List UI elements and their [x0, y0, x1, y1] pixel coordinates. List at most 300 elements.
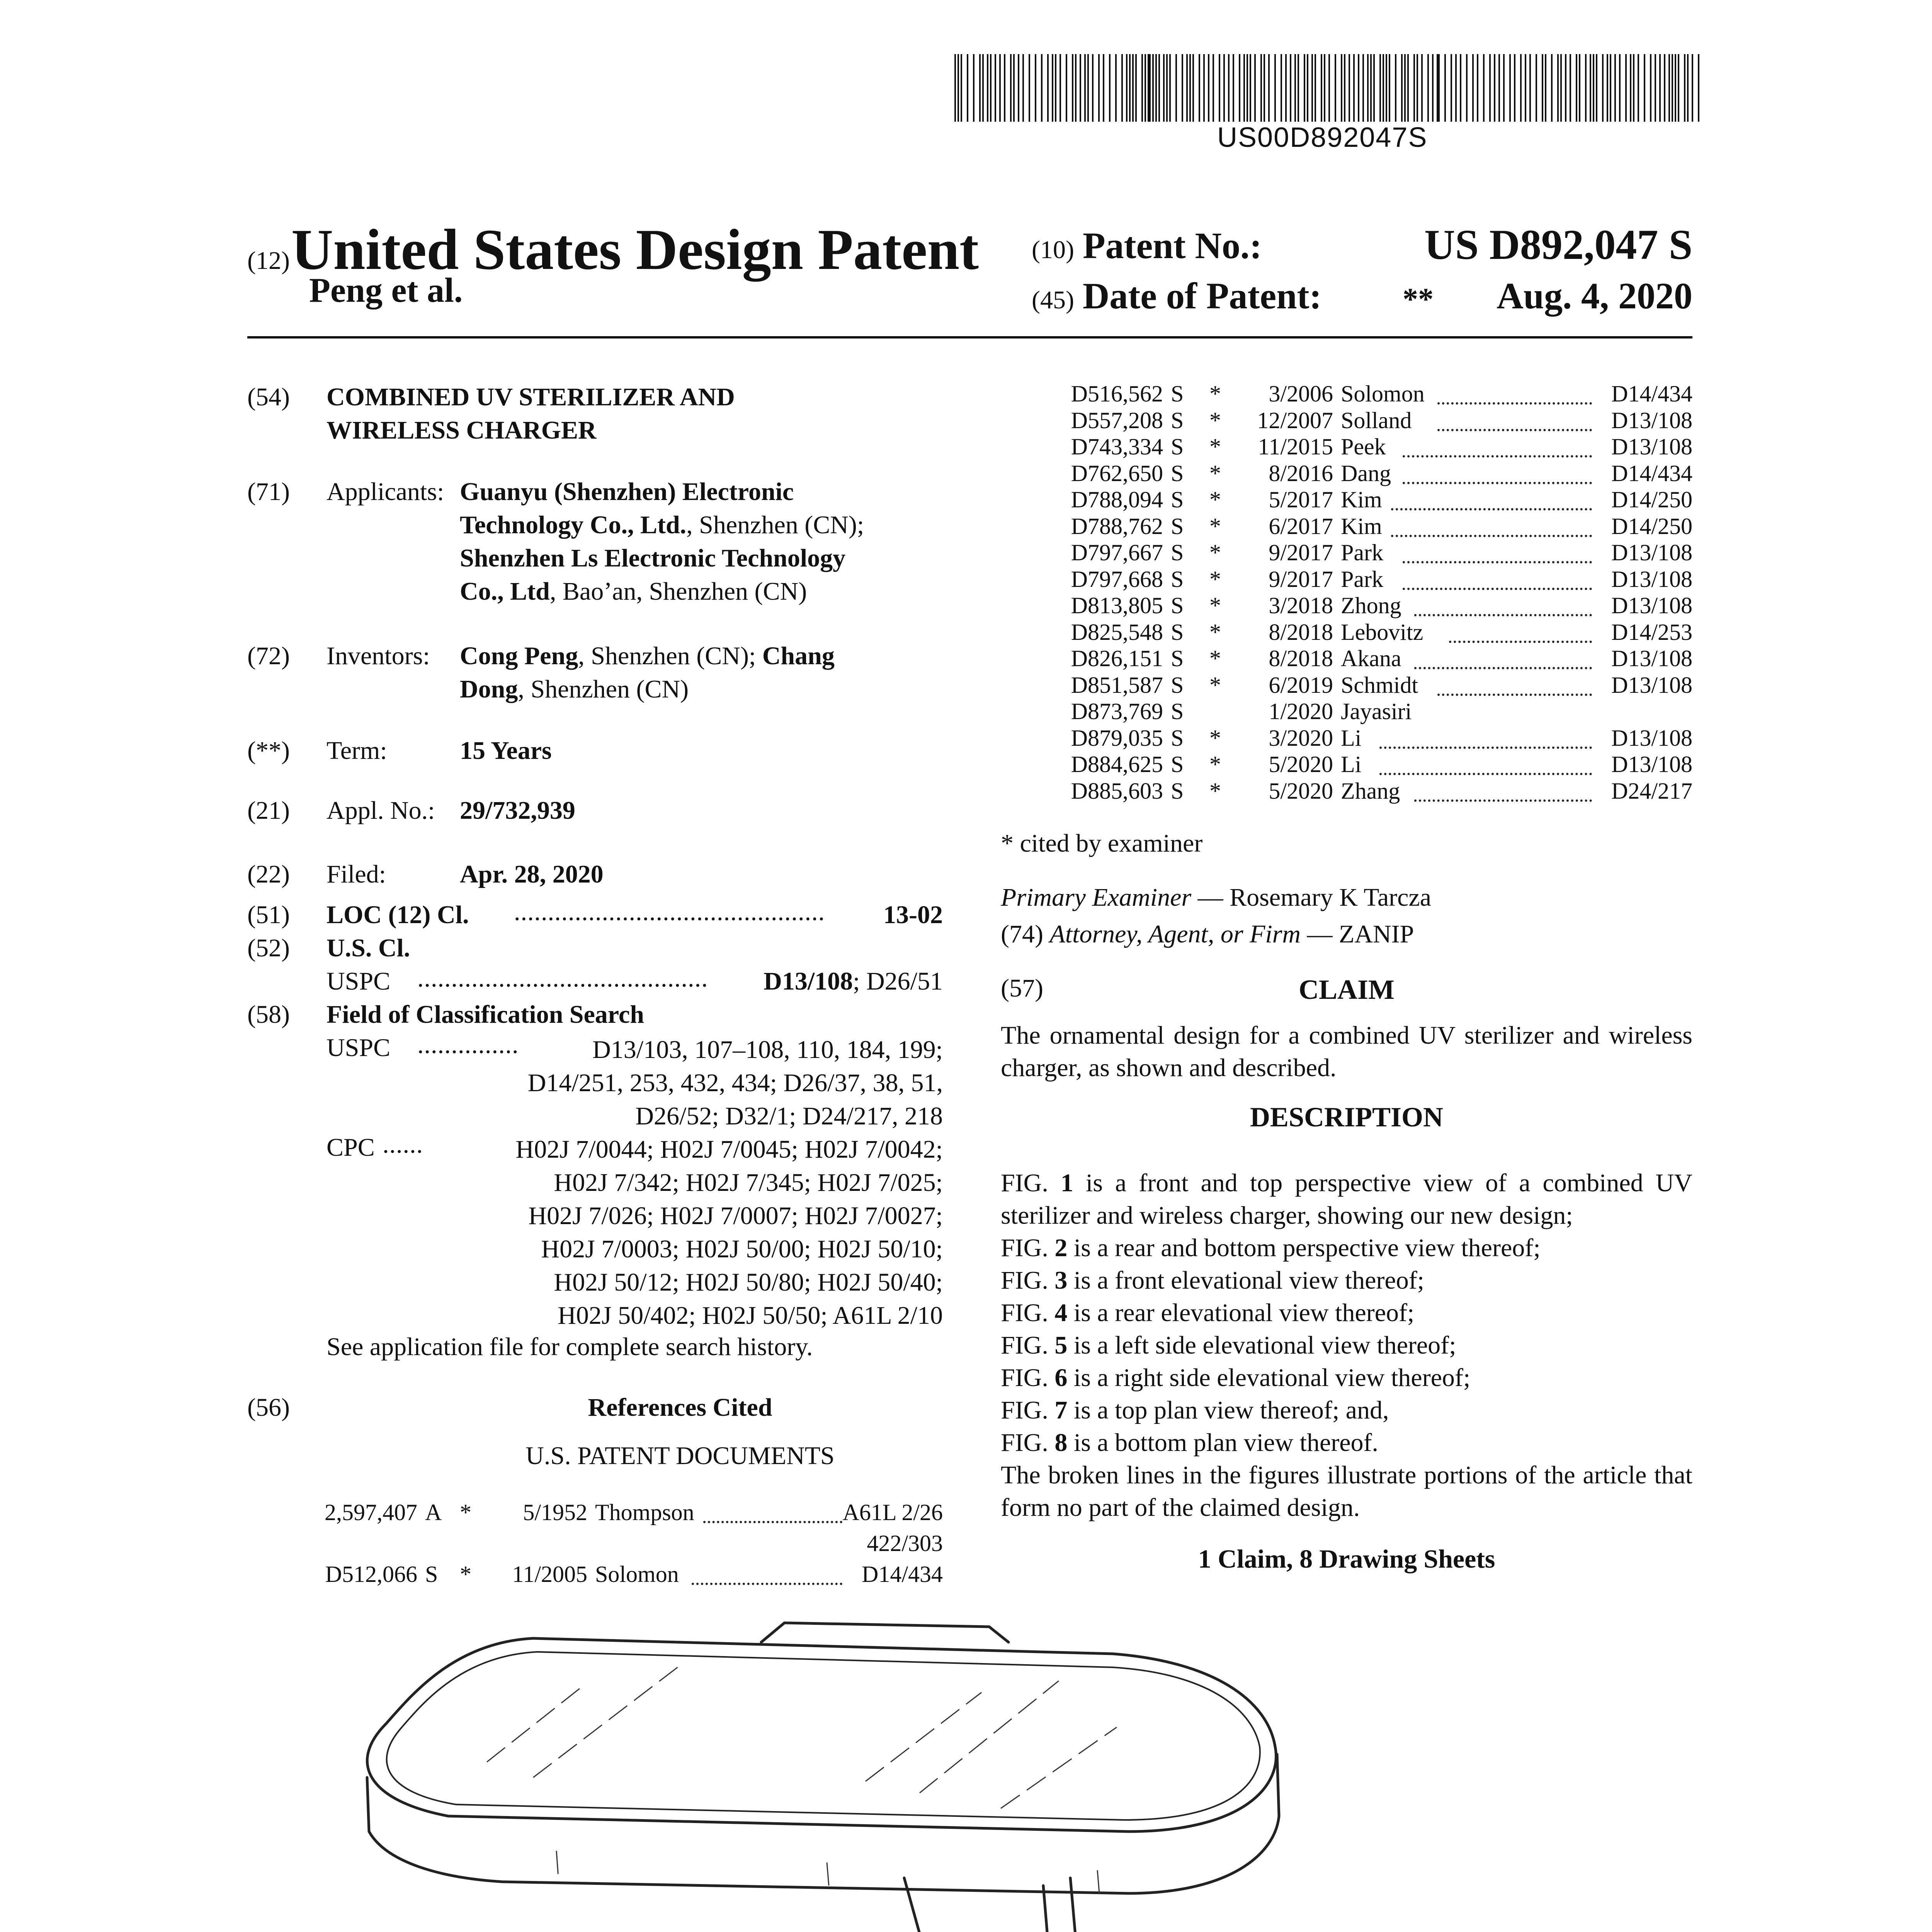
ref-class: D13/108: [1611, 593, 1692, 618]
ref-leader-dots: [1437, 402, 1592, 405]
primary-examiner-name: Rosemary K Tarcza: [1230, 883, 1432, 912]
barcode-bar: [1141, 54, 1143, 122]
fig-prefix: FIG.: [1001, 1234, 1055, 1262]
barcode-bar: [1260, 54, 1262, 122]
ref-class: D14/434: [1611, 460, 1692, 486]
field-search-label: Field of Classification Search: [327, 1000, 644, 1029]
fig-number: 6: [1054, 1364, 1068, 1392]
ref-number: D788,094: [1071, 487, 1163, 512]
ref-inventor: Kim: [1341, 487, 1382, 512]
applicant-1-location: , Shenzhen (CN);: [686, 511, 864, 539]
field-search-uspc-lines: [528, 1033, 943, 1133]
barcode-bar: [1477, 54, 1478, 122]
barcode-bar: [1509, 54, 1511, 122]
barcode-bar: [1576, 54, 1577, 122]
barcode-bar: [1268, 54, 1270, 122]
ref-star: *: [1209, 593, 1221, 618]
us-cl-label: U.S. Cl.: [327, 934, 410, 962]
fig-description-6: [1001, 1362, 1692, 1394]
barcode-bar: [1614, 54, 1616, 122]
barcode-bar: [1417, 54, 1418, 122]
fig-description-5: [1001, 1329, 1692, 1362]
ref-class-secondary: 422/303: [867, 1531, 943, 1556]
code-74: (74): [1001, 920, 1043, 948]
barcode-bar: [1386, 54, 1387, 122]
ref-kind: S: [1171, 725, 1184, 751]
ref-class: D13/108: [1611, 434, 1692, 459]
barcode-bar: [1625, 54, 1627, 122]
barcode-bar: [1155, 54, 1157, 122]
fig-number: 8: [1054, 1429, 1068, 1457]
ref-star: *: [1209, 513, 1221, 539]
ref-kind: S: [1171, 434, 1184, 459]
code-12: (12): [247, 247, 290, 275]
us-cl-secondary: ; D26/51: [853, 967, 943, 995]
barcode-bar: [990, 54, 992, 122]
stem-front: [904, 1878, 1055, 1932]
ref-leader-dots: [1403, 588, 1592, 590]
filed-label: Filed:: [327, 860, 386, 888]
ref-kind: S: [1171, 487, 1184, 512]
ref-inventor: Zhang: [1341, 778, 1400, 804]
ref-inventor: Akana: [1341, 646, 1401, 671]
ref-star: *: [1209, 407, 1221, 433]
attorney-name: ZANIP: [1339, 920, 1414, 948]
fig-text: is a front and top perspective view of a combined UV sterilizer and wireless charger, showing our new design;: [1001, 1169, 1692, 1230]
inventors-label: Inventors:: [327, 642, 430, 670]
attorney-label: Attorney, Agent, or Firm: [1049, 920, 1301, 948]
barcode-bar: [1579, 54, 1580, 122]
term-value: 15 Years: [460, 736, 552, 765]
ref-class: D13/108: [1611, 540, 1692, 565]
filed-value: Apr. 28, 2020: [460, 860, 604, 888]
ref-leader-dots: [1414, 667, 1592, 669]
loc-dots: ..............................................: [514, 898, 825, 926]
barcode-bar: [1126, 54, 1128, 122]
ref-kind: S: [1171, 593, 1184, 618]
barcode-bar: [1158, 54, 1160, 122]
barcode-bar: [1413, 54, 1415, 122]
barcode-bar: [1427, 54, 1429, 122]
fig-number: 2: [1054, 1234, 1068, 1262]
ref-kind: S: [1171, 646, 1184, 671]
barcode-bar: [1145, 54, 1146, 122]
ref-class: D13/108: [1611, 725, 1692, 751]
uspc-line: D26/52; D32/1; D24/217, 218: [635, 1102, 943, 1130]
ref-star: *: [1209, 619, 1221, 645]
barcode-bar: [1672, 54, 1673, 122]
ref-kind: S: [425, 1561, 438, 1587]
barcode-bar: [1186, 54, 1188, 122]
ref-date: 11/2015: [1258, 434, 1333, 459]
date-stars: **: [1403, 282, 1434, 316]
barcode-bar: [1315, 54, 1316, 122]
inventor-2-last: Dong: [460, 675, 518, 703]
ref-date: 8/2016: [1269, 460, 1333, 486]
barcode-bar: [1132, 54, 1134, 122]
barcode-bar: [1557, 54, 1559, 122]
barcode-bar: [1607, 54, 1608, 122]
ref-kind: S: [1171, 381, 1184, 406]
ref-leader-dots: [1403, 455, 1592, 457]
barcode-bar: [1324, 54, 1325, 122]
ref-date: 3/2006: [1269, 381, 1333, 406]
ref-date: 9/2017: [1269, 566, 1333, 592]
ref-number: 2,597,407: [325, 1500, 417, 1525]
inventors-line-2: [460, 675, 689, 704]
ref-kind: S: [1171, 540, 1184, 565]
inventors-line-1: [460, 641, 835, 671]
stem-rear-tab: [761, 1623, 1009, 1642]
ref-number: D879,035: [1071, 725, 1163, 751]
ref-number: D813,805: [1071, 593, 1163, 618]
claims-summary: 1 Claim, 8 Drawing Sheets: [1198, 1544, 1495, 1573]
barcode-bar: [1590, 54, 1591, 122]
ref-star: *: [1209, 487, 1221, 512]
ref-date: 12/2007: [1257, 407, 1333, 433]
ref-kind: S: [1171, 619, 1184, 645]
barcode-bar: [1264, 54, 1265, 122]
barcode-bar: [1223, 54, 1225, 122]
code-22: (22): [247, 860, 290, 888]
ref-kind: S: [1171, 699, 1184, 724]
barcode-bar: [954, 54, 956, 122]
barcode-bar: [1129, 54, 1131, 122]
ref-date: 6/2017: [1269, 513, 1333, 539]
barcode-bar: [1514, 54, 1515, 122]
barcode-bar: [1087, 54, 1089, 122]
fig-text: is a top plan view thereof; and,: [1067, 1396, 1389, 1424]
ref-inventor: Schmidt: [1341, 672, 1418, 698]
inventor-1-name: Cong Peng: [460, 642, 578, 670]
ref-star: *: [1209, 646, 1221, 671]
code-56: (56): [247, 1393, 290, 1422]
barcode-bar: [1395, 54, 1396, 122]
applicant-2-line-2: [460, 577, 807, 606]
ref-number: D797,668: [1071, 566, 1163, 592]
ref-star: *: [1209, 672, 1221, 698]
us-cl-main: D13/108: [764, 967, 853, 995]
barcode-bar: [1228, 54, 1230, 122]
ref-inventor: Park: [1341, 540, 1383, 565]
title-line-1: COMBINED UV STERILIZER AND: [327, 383, 735, 411]
barcode-bar: [999, 54, 1001, 122]
barcode-bar: [1341, 54, 1342, 122]
barcode-bar: [1219, 54, 1220, 122]
ref-star: *: [1209, 566, 1221, 592]
applicant-1-line-1: Guanyu (Shenzhen) Electronic: [460, 478, 794, 506]
document-type: United States Design Patent: [291, 218, 979, 282]
applicant-2-line-1: Shenzhen Ls Electronic Technology: [460, 544, 846, 572]
barcode-bar: [1542, 54, 1543, 122]
barcode-bar: [1243, 54, 1245, 122]
barcode-bar: [1029, 54, 1030, 122]
barcode-bar: [1560, 54, 1562, 122]
barcode-bar: [1294, 54, 1296, 122]
barcode-bar: [1148, 54, 1151, 122]
barcode-bar: [1098, 54, 1100, 122]
ref-number: D826,151: [1071, 646, 1163, 671]
ref-kind: S: [1171, 778, 1184, 804]
ref-number: D851,587: [1071, 672, 1163, 698]
barcode-bar: [1022, 54, 1024, 122]
ref-inventor: Dang: [1341, 460, 1391, 486]
appl-no-label: Appl. No.:: [327, 796, 435, 825]
barcode-bar: [1066, 54, 1067, 122]
ref-number: D516,562: [1071, 381, 1163, 406]
dash: —: [1301, 920, 1339, 948]
ref-leader-dots: [1437, 694, 1592, 696]
barcode-bar: [1115, 54, 1117, 122]
code-21: (21): [247, 796, 290, 825]
cpc-line: H02J 7/0044; H02J 7/0045; H02J 7/0042;: [515, 1135, 943, 1163]
dash: —: [1191, 883, 1230, 912]
ref-class: D13/108: [1611, 566, 1692, 592]
barcode-bar: [1494, 54, 1495, 122]
fig-prefix: FIG.: [1001, 1396, 1055, 1424]
barcode-bar: [1060, 54, 1061, 122]
stem-edge: [1055, 1878, 1082, 1932]
barcode-bar: [1163, 54, 1165, 122]
barcode-bar: [1103, 54, 1104, 122]
barcode-bar: [1047, 54, 1049, 122]
barcode-bar: [1035, 54, 1036, 122]
barcode-bar: [1489, 54, 1491, 122]
ref-inventor: Li: [1341, 752, 1362, 777]
fig-text: is a right side elevational view thereof;: [1067, 1364, 1471, 1392]
code-54: (54): [247, 383, 290, 411]
ref-number: D762,650: [1071, 460, 1163, 486]
ref-inventor: Kim: [1341, 513, 1382, 539]
code-57: (57): [1001, 974, 1043, 1002]
barcode-bar: [1483, 54, 1485, 122]
ref-class: D14/434: [862, 1561, 943, 1587]
barcode-bar: [1080, 54, 1081, 122]
applicant-1-name-end: Technology Co., Ltd.: [460, 511, 687, 539]
barcode-bar: [1451, 54, 1452, 122]
us-cl-values: [764, 967, 943, 996]
barcode-bar: [1254, 54, 1256, 122]
pad-top-outline: [367, 1638, 1276, 1832]
term-label: Term:: [327, 736, 387, 765]
ref-inventor: Thompson: [595, 1500, 694, 1525]
ref-class: D13/108: [1611, 752, 1692, 777]
ref-inventor: Peek: [1341, 434, 1386, 459]
ref-leader-dots: [1414, 799, 1592, 802]
patent-number-line: [1032, 224, 1262, 267]
fig-number: 4: [1054, 1299, 1068, 1327]
ref-date: 1/2020: [1269, 699, 1333, 724]
barcode-bar: [1421, 54, 1423, 122]
barcode-bar: [1013, 54, 1015, 122]
code-10: (10): [1032, 236, 1074, 264]
fig-prefix: FIG.: [1001, 1364, 1055, 1392]
fig-description-7: [1001, 1394, 1692, 1427]
applicant-2-name-end: Co., Ltd: [460, 577, 550, 605]
barcode-bar: [1290, 54, 1291, 122]
ref-leader-dots: [692, 1583, 842, 1585]
barcode-bar: [987, 54, 988, 122]
ref-star: *: [1209, 460, 1221, 486]
references-cited-title: References Cited: [588, 1393, 772, 1422]
title-line-2: WIRELESS CHARGER: [327, 416, 597, 444]
barcode-bar: [1010, 54, 1012, 122]
fig-text: is a bottom plan view thereof.: [1067, 1429, 1378, 1457]
field-search-cpc-dots: ......: [383, 1130, 423, 1158]
ref-date: 3/2018: [1269, 593, 1333, 618]
barcode-bar: [1109, 54, 1111, 122]
barcode-bar: [1455, 54, 1457, 122]
barcode-bar: [1166, 54, 1168, 122]
ref-star: *: [1209, 778, 1221, 804]
barcode-bar: [1208, 54, 1209, 122]
us-cl-uspc: USPC: [327, 967, 391, 995]
cpc-line: H02J 7/342; H02J 7/345; H02J 7/025;: [554, 1168, 943, 1197]
ref-leader-dots: [1391, 535, 1592, 537]
barcode-bar: [1630, 54, 1631, 122]
ref-number: D873,769: [1071, 699, 1163, 724]
ref-kind: S: [1171, 672, 1184, 698]
barcode-bar: [1370, 54, 1372, 122]
cpc-line: H02J 7/026; H02J 7/0007; H02J 7/0027;: [528, 1202, 943, 1230]
appl-no-value: 29/732,939: [460, 796, 575, 825]
barcode-bar: [1389, 54, 1390, 122]
ref-star: *: [1209, 725, 1221, 751]
barcode-bar: [1373, 54, 1375, 122]
barcode-bar: [1274, 54, 1276, 122]
ref-leader-dots: [1391, 508, 1592, 510]
barcode-bar: [1675, 54, 1676, 122]
code-45: (45): [1032, 286, 1074, 314]
barcode-bar: [1498, 54, 1500, 122]
description-title: DESCRIPTION: [1250, 1102, 1444, 1133]
barcode-bar: [1213, 54, 1214, 122]
barcode-bar: [1466, 54, 1468, 122]
ref-kind: S: [1171, 752, 1184, 777]
barcode-bar: [1239, 54, 1240, 122]
barcode-bar: [1650, 54, 1651, 122]
fig-description-3: [1001, 1264, 1692, 1297]
ref-kind: S: [1171, 407, 1184, 433]
barcode-bar: [1281, 54, 1282, 122]
barcode-bar: [1344, 54, 1345, 122]
barcode-bar: [1610, 54, 1611, 122]
barcode-bar: [1655, 54, 1656, 122]
barcode-bar: [1401, 54, 1403, 122]
barcode-bar: [1529, 54, 1531, 122]
barcode-bar: [1353, 54, 1355, 122]
date-label: Date of Patent:: [1082, 275, 1322, 316]
barcode-bar: [1004, 54, 1005, 122]
date-line: [1032, 274, 1321, 317]
barcode-bar: [1182, 54, 1183, 122]
barcode-bar: [1307, 54, 1308, 122]
barcode-bar: [1404, 54, 1406, 122]
ref-kind: S: [1171, 460, 1184, 486]
barcode-bar: [1092, 54, 1094, 122]
ref-class: D13/108: [1611, 646, 1692, 671]
fig-prefix: FIG.: [1001, 1169, 1061, 1197]
barcode-bar: [1250, 54, 1251, 122]
ref-star: *: [460, 1561, 471, 1587]
fig-number: 5: [1054, 1331, 1068, 1359]
barcode-bar: [1192, 54, 1194, 122]
barcode-bar: [1298, 54, 1299, 122]
ref-class: D14/250: [1611, 513, 1692, 539]
code-51: (51): [247, 901, 290, 929]
ref-inventor: Park: [1341, 566, 1383, 592]
uspc-line: D14/251, 253, 432, 434; D26/37, 38, 51,: [527, 1069, 943, 1097]
code-71: (71): [247, 478, 290, 506]
barcode-bar: [1233, 54, 1234, 122]
barcode-bar: [1536, 54, 1537, 122]
barcode-bar: [1321, 54, 1322, 122]
ref-date: 6/2019: [1269, 672, 1333, 698]
barcode-bar: [1075, 54, 1077, 122]
loc-value: 13-02: [883, 901, 943, 929]
field-search-cpc-lines: [515, 1133, 943, 1332]
ref-leader-dots: [1379, 747, 1592, 749]
barcode-bar: [1678, 54, 1679, 122]
barcode-bar: [1121, 54, 1123, 122]
barcode-bar: [1247, 54, 1248, 122]
ref-number: D557,208: [1071, 407, 1163, 433]
code-52: (52): [247, 934, 290, 962]
barcode-bar: [967, 54, 968, 122]
ref-leader-dots: [1403, 561, 1592, 563]
ref-class: D13/108: [1611, 407, 1692, 433]
primary-examiner-label: Primary Examiner: [1001, 883, 1192, 912]
barcode-bar: [995, 54, 996, 122]
ref-leader-dots: [1379, 773, 1592, 775]
ref-class: A61L 2/26: [842, 1500, 943, 1525]
ref-leader-dots: [703, 1521, 842, 1523]
barcode-bar: [1018, 54, 1019, 122]
patent-number: US D892,047 S: [1424, 221, 1692, 268]
ref-inventor: Solland: [1341, 407, 1412, 433]
barcode-number: US00D892047S: [1217, 122, 1428, 153]
code-58: (58): [247, 1000, 290, 1029]
ref-date: 8/2018: [1269, 646, 1333, 671]
barcode-bar: [973, 54, 975, 122]
applicants-label: Applicants:: [327, 478, 444, 506]
barcode-bar: [1698, 54, 1699, 122]
applicant-1-line-2: [460, 510, 864, 540]
barcode-bar: [1644, 54, 1645, 122]
barcode-bar: [1072, 54, 1073, 122]
ref-date: 5/2017: [1269, 487, 1333, 512]
barcode-bar: [1687, 54, 1689, 122]
barcode-bar: [1358, 54, 1359, 122]
date-of-patent: Aug. 4, 2020: [1497, 275, 1692, 316]
barcode-bar: [1659, 54, 1661, 122]
ref-date: 11/2005: [512, 1561, 587, 1587]
search-history-note: See application file for complete search history.: [327, 1333, 813, 1361]
ref-star: *: [1209, 540, 1221, 565]
ref-inventor: Jayasiri: [1341, 699, 1412, 724]
barcode-bar: [1311, 54, 1313, 122]
ref-leader-dots: [1414, 614, 1592, 616]
field-search-cpc: CPC: [327, 1133, 375, 1162]
barcode-bar: [1565, 54, 1566, 122]
inventor-2-first: Chang: [762, 642, 835, 670]
barcode-bar: [1596, 54, 1597, 122]
barcode-bar: [957, 54, 959, 122]
design-drawing-fig-1: [286, 1600, 1638, 1932]
barcode-bar: [1084, 54, 1086, 122]
ref-inventor: Li: [1341, 725, 1362, 751]
ref-class: D14/253: [1611, 619, 1692, 645]
